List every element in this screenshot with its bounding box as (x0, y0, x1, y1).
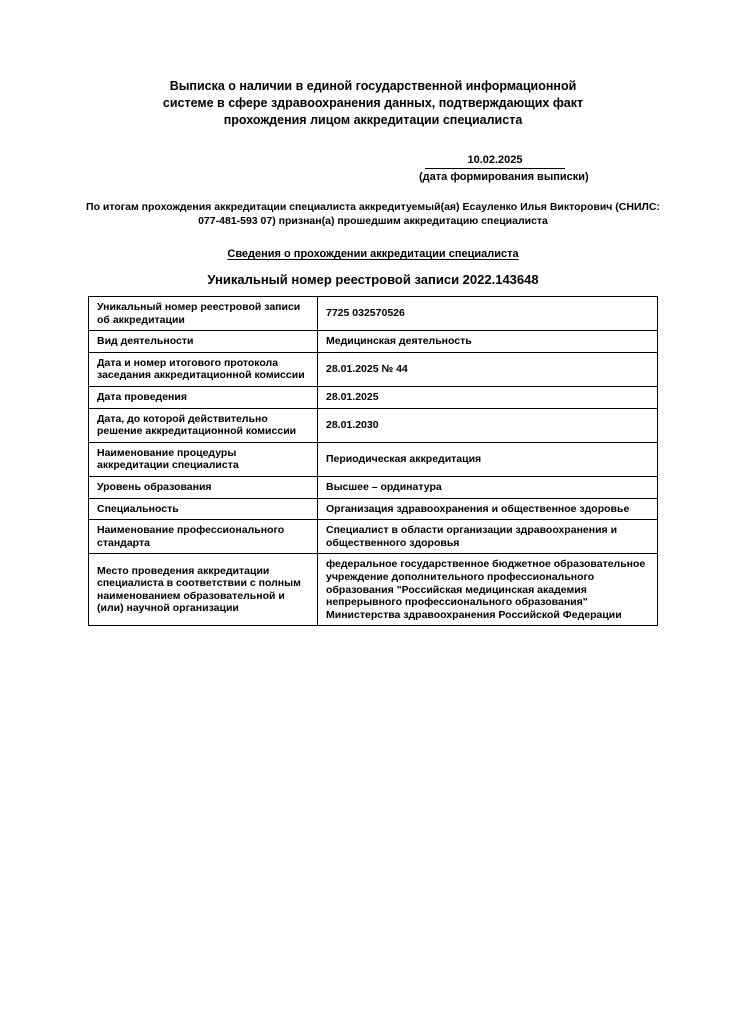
field-value: 28.01.2025 № 44 (318, 352, 658, 386)
row-education-level (89, 476, 658, 498)
row-conduct-date (89, 386, 658, 408)
field-label: Уровень образования (89, 476, 318, 498)
field-value: Медицинская деятельность (318, 331, 658, 353)
accreditation-summary-paragraph: По итогам прохождения аккредитации специалиста аккредитуемый(ая) Есауленко Илья Викторович (СНИЛС: 077-481-593 07) признан(а) прошедшим аккредитацию специалиста (86, 201, 660, 227)
row-registry-number (89, 297, 658, 331)
field-value: Периодическая аккредитация (318, 442, 658, 476)
field-label: Дата и номер итогового протокола заседания аккредитационной комиссии (89, 352, 318, 386)
field-label: Специальность (89, 498, 318, 520)
field-value: Организация здравоохранения и общественное здоровье (318, 498, 658, 520)
row-protocol-date-number (89, 352, 658, 386)
field-label: Дата, до которой действительно решение аккредитационной комиссии (89, 408, 318, 442)
document-title-line: прохождения лицом аккредитации специалиста (223, 113, 523, 127)
field-label: Наименование профессионального стандарта (89, 520, 318, 554)
field-value: 28.01.2030 (318, 408, 658, 442)
field-value: 28.01.2025 (318, 386, 658, 408)
field-value: Специалист в области организации здравоохранения и общественного здоровья (318, 520, 658, 554)
document-title-line: Выписка о наличии в единой государственной информационной (169, 79, 577, 93)
accreditation-details-table (88, 296, 658, 626)
field-value: Высшее – ординатура (318, 476, 658, 498)
extract-date-block (419, 154, 589, 184)
extract-date-caption: (дата формирования выписки) (419, 171, 589, 183)
document-title-line: системе в сфере здравоохранения данных, подтверждающих факт (162, 96, 584, 110)
field-label: Уникальный номер реестровой записи об аккредитации (89, 297, 318, 331)
field-label: Наименование процедуры аккредитации специалиста (89, 442, 318, 476)
row-specialty (89, 498, 658, 520)
row-procedure-name (89, 442, 658, 476)
field-label: Место проведения аккредитации специалиста в соответствии с полным наименованием образовательной и (или) научной организации (89, 554, 318, 626)
extract-date: 10.02.2025 (425, 154, 565, 169)
registry-record-heading: Уникальный номер реестровой записи 2022.143648 (207, 272, 539, 287)
field-label: Дата проведения (89, 386, 318, 408)
field-value: федеральное государственное бюджетное образовательное учреждение дополнительного профессионального образования "Российская медицинская академия непрерывного профессионального образования" Министерства здравоохранения Российской Федерации (318, 554, 658, 626)
row-professional-standard (89, 520, 658, 554)
field-label: Вид деятельности (89, 331, 318, 353)
row-accreditation-location (89, 554, 658, 626)
row-valid-until-date (89, 408, 658, 442)
document-title (0, 78, 746, 129)
section-heading: Сведения о прохождении аккредитации специалиста (227, 248, 519, 260)
field-value: 7725 032570526 (318, 297, 658, 331)
row-activity-type (89, 331, 658, 353)
